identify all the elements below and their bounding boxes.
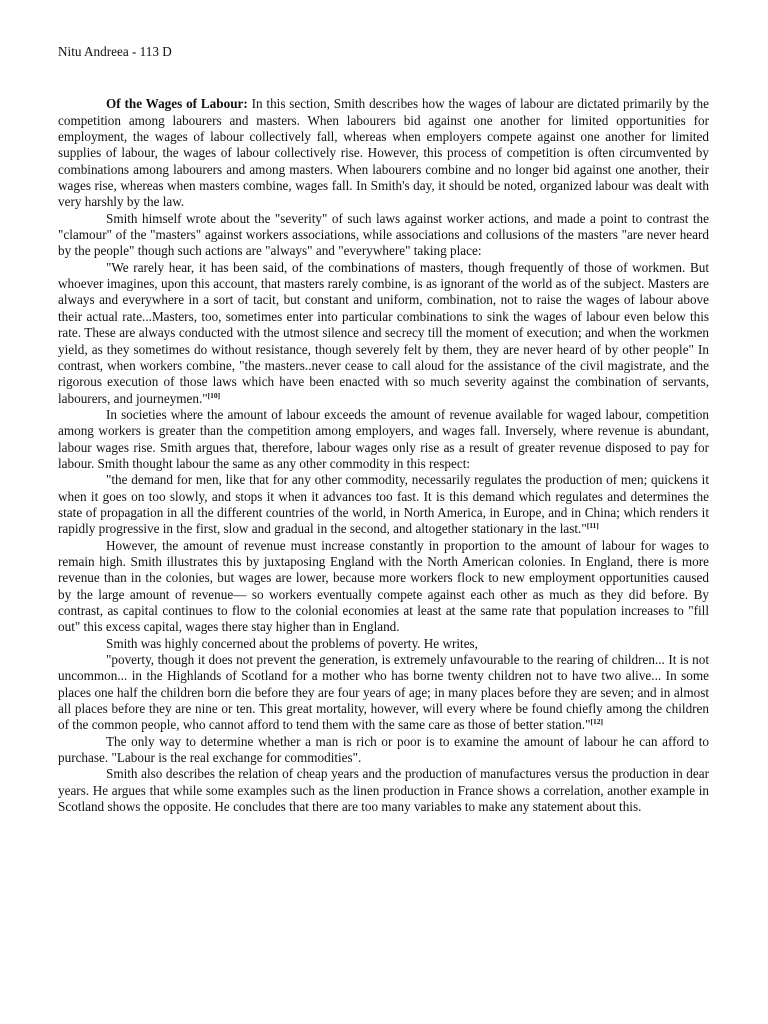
paragraph-colonies: However, the amount of revenue must increase constantly in proportion to the amount of labour for wages to remain high. Smith illustrates this by juxtaposing England with the North American colonies. In England, there is more revenue than in the colonies, but wages are lower, because more workers flock to new employment opportunities caused by the large amount of revenue— so workers eventually compete against each other as much as they did before. By contrast, as capital continues to flow to the colonial economies at least at the same rate that population increases to "fill out" this excess capital, wages there stay higher than in England.: [58, 537, 709, 635]
document-page: [58, 44, 709, 815]
paragraph-revenue: In societies where the amount of labour exceeds the amount of revenue available for waged labour, competition among workers is greater than the competition among employers, and wages fall. Inversely, where revenue is abundant, labour wages rise. Smith argues that, therefore, labour wages only rise as a result of greater revenue disposed to pay for labour. Smith thought labour the same as any other commodity in this respect:: [58, 406, 709, 471]
paragraph-cheap-years: Smith also describes the relation of cheap years and the production of manufactures versus the production in dear years. He argues that while some examples such as the linen production in France shows a correlation, another example in Scotland shows the opposite. He concludes that there are too many variables to make any statement about this.: [58, 766, 709, 815]
intro-text: In this section, Smith describes how the wages of labour are dictated primarily by the competition among labourers and masters. When labourers bid against one another for limited opportunities for employment, the wages of labour collectively fall, whereas when employers compete against one another for limited supplies of labour, the wages of labour collectively rise. However, this process of competition is often circumvented by combinations among labourers and among masters. When labourers combine and no longer bid against one another, their wages rise, whereas when masters combine, wages fall. In Smith's day, it should be noted, organized labour was dealt with very harshly by the law.: [58, 96, 709, 210]
footnote-ref-12[interactable]: [12]: [590, 717, 603, 727]
paragraph-rich-or-poor: The only way to determine whether a man is rich or poor is to examine the amount of labour he can afford to purchase. "Labour is the real exchange for commodities".: [58, 733, 709, 766]
paragraph-intro: [58, 96, 709, 210]
quote-poverty-text: "poverty, though it does not prevent the generation, is extremely unfavourable to the rearing of children... It is not uncommon... in the Highlands of Scotland for a mother who has borne twenty children not to have two alive... In some places one half the children born die before they are four years of age; in many places before they are seven; and in almost all places before they are nine or ten. This great mortality, however, will every where be found chiefly among the children of the common people, who cannot afford to tend them with the same care as those of better station.": [58, 652, 709, 733]
footnote-ref-11[interactable]: [11]: [586, 521, 599, 531]
quote-combinations-text: "We rarely hear, it has been said, of the combinations of masters, though frequently of those of workmen. But whoever imagines, upon this account, that masters rarely combine, is as ignorant of the world as of the subject. Masters are always and everywhere in a sort of tacit, but constant and uniform, combination, not to raise the wages of labour above their actual rate...Masters, too, sometimes enter into particular combinations to sink the wages of labour even below this rate. These are always conducted with the utmost silence and secrecy till the moment of execution; and when the workmen yield, as they sometimes do without resistance, though severely felt by them, they are never heard of by other people" In contrast, when workers combine, "the masters..never cease to call aloud for the assistance of the civil magistrate, and the rigorous execution of those laws which have been enacted with so much severity against the combination of servants, labourers, and journeymen.": [58, 259, 709, 406]
quote-demand-text: "the demand for men, like that for any other commodity, necessarily regulates the production of men; quickens it when it goes on too slowly, and stops it when it advances too fast. It is this demand which regulates and determines the state of propagation in all the different countries of the world, in North America, in Europe, and in China; which renders it rapidly progressive in the first, slow and gradual in the second, and altogether stationary in the last.": [58, 472, 709, 537]
quote-poverty: [58, 652, 709, 734]
quote-combinations: [58, 260, 709, 407]
paragraph-poverty: Smith was highly concerned about the problems of poverty. He writes,: [106, 635, 478, 651]
quote-demand-for-men: [58, 472, 709, 537]
author-header: Nitu Andreea - 113 D: [58, 44, 172, 59]
paragraph-severity: Smith himself wrote about the "severity" of such laws against worker actions, and made a point to contrast the "clamour" of the "masters" against workers associations, while associations and collusions of the masters "are never heard by the people" though such actions are "always" and "everywhere" taking place:: [58, 210, 709, 259]
section-title: Of the Wages of Labour:: [106, 96, 248, 112]
footnote-ref-10[interactable]: [10]: [207, 390, 221, 400]
